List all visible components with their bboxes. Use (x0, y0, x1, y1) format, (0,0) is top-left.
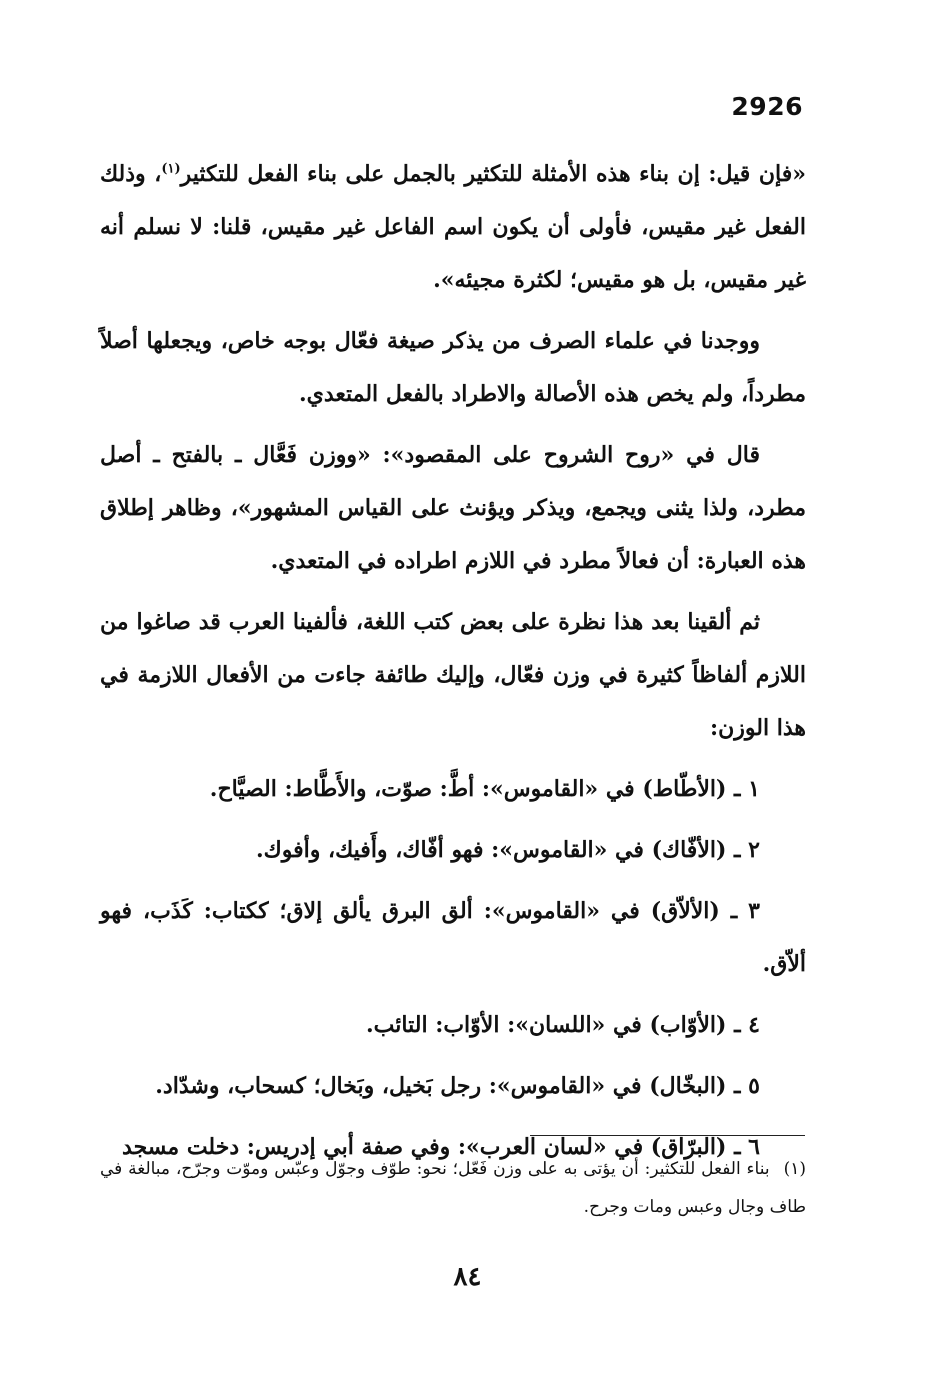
list-item-5: ٥ ـ (البخّال) في «القاموس»: رجل بَخيل، وبَخال؛ كسحاب، وشدّاد. (155, 1073, 760, 1099)
footnote-text: بناء الفعل للتكثير: أن يؤتى به على وزن فَعّل؛ نحو: طوّف وجوّل وعبّس وموّت وجرّح، مبالغة في طاف وجال وعبس ومات وجرح. (100, 1159, 806, 1217)
list-item-4: ٤ ـ (الأوّاب) في «اللسان»: الأوّاب: التائب. (366, 1012, 760, 1038)
footnote (100, 1150, 806, 1226)
list-item-6: ٦ ـ (البرّاق) في «لسان العرب»: وفي صفة أبي إدريس: دخلت مسجد (122, 1134, 760, 1160)
paragraph-4: ثم ألقينا بعد هذا نظرة على بعض كتب اللغة، فألفينا العرب قد صاغوا من اللازم ألفاظاً كثيرة في وزن فعّال، وإليك طائفة جاءت من الأفعال اللازمة في هذا الوزن: (100, 609, 806, 741)
paragraph-1-text: «فإن قيل: إن بناء هذه الأمثلة للتكثير بالجمل على بناء الفعل للتكثير (180, 161, 806, 187)
list-item-2: ٢ ـ (الأفّاك) في «القاموس»: فهو أفّاك، وأَفيك، وأفوك. (255, 837, 760, 863)
footnote-separator (530, 1135, 805, 1136)
paragraph-1-text-continued: ، وذلك الفعل غير مقيس، فأولى أن يكون اسم الفاعل غير مقيس، قلنا: لا نسلم أنه غير مقيس، بل هو مقيس؛ لكثرة مجيئه». (100, 161, 806, 293)
paragraph-1 (100, 148, 806, 307)
list-item-3: ٣ ـ (الألاّق) في «القاموس»: ألق البرق يألق إلاق؛ ككتاب: كَذَب، فهو ألاّق. (100, 898, 806, 977)
body-text (100, 148, 806, 1182)
footnote-mark: (١) (783, 1159, 806, 1179)
paragraph-2: ووجدنا في علماء الصرف من يذكر صيغة فعّال بوجه خاص، ويجعلها أصلاً مطرداً، ولم يخص هذه الأصالة والاطراد بالفعل المتعدي. (100, 328, 806, 407)
list-item-1: ١ ـ (الأطّاط) في «القاموس»: أطَّ: صوّت، والأَطَّاط: الصيَّاح. (209, 776, 760, 802)
footnote-reference[interactable]: (١) (161, 161, 181, 177)
paragraph-3: قال في «روح الشروح على المقصود»: «ووزن فَعَّال ـ بالفتح ـ أصل مطرد، ولذا يثنى ويجمع، ويذكر ويؤنث على القياس المشهور»، وظاهر إطلاق هذه العبارة: أن فعالاً مطرد في اللازم اطراده في المتعدي. (100, 442, 806, 574)
page-number: ٨٤ (453, 1262, 482, 1292)
page-id: 2926 (731, 92, 803, 121)
